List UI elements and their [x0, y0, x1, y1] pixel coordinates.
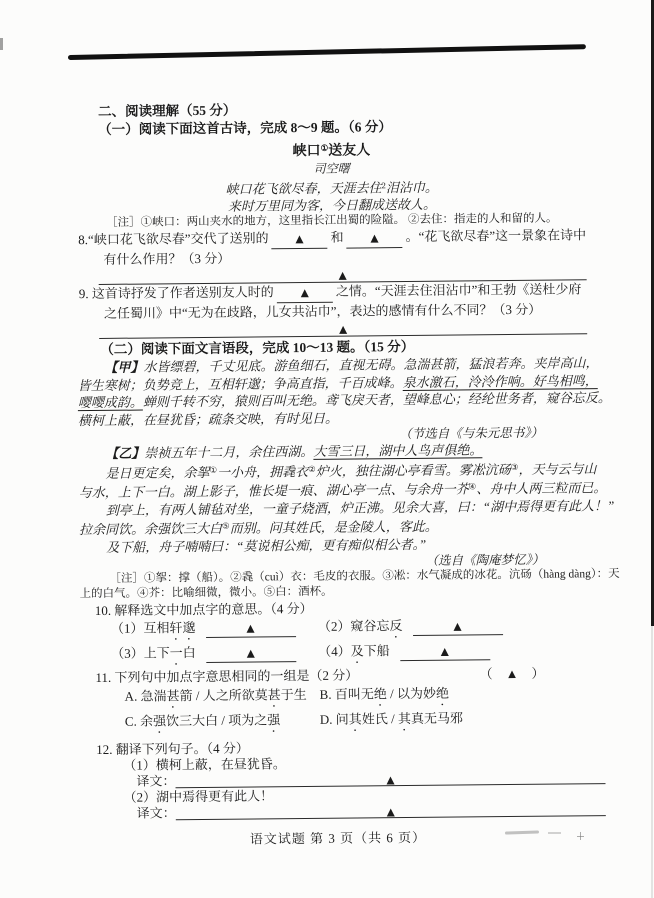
- passage-jia-line-3: 嘤嘤成韵。蝉则千转不穷，猿则百叫无绝。鸢飞戾天者，望峰息心；经纶世务者，窥谷忘反。: [77, 390, 611, 411]
- section-heading: 二、阅读理解（55 分）: [97, 102, 237, 119]
- poem-footnote: ［注］①峡口：两山夹水的地方，这里指长江出蜀的险隘。 ②去住：指走的人和留的人。: [106, 212, 558, 229]
- poem-title: 峡口①送友人: [292, 142, 371, 160]
- passage-yi-line-6: 及下船，舟子喃喃曰：“莫说相公痴，更有痴似相公者。”: [106, 536, 427, 555]
- passage-yi-line-5: 拉余同饮。余强饮三大白⑤而别。问其姓氏，是金陵人，客此。: [78, 518, 438, 538]
- scan-artifact-right-edge-faint: [651, 626, 653, 898]
- question-8-line-2: 有什么作用？（3 分）: [103, 250, 231, 267]
- question-12-heading: 12. 翻译下列句子。（4 分）: [96, 740, 249, 758]
- passage-jia-source: （节选自《与朱元思书》）: [399, 425, 544, 442]
- question-11-answer-bracket: （ ▲ ）: [479, 665, 545, 682]
- question-9-line-1: 9. 这首诗抒发了作者送别友人时的 ▲ 之情。“天涯去住泪沾巾”和王勃《送杜少府: [79, 280, 589, 305]
- answer-triangle: ▲: [386, 774, 395, 787]
- option-b: B. 百叫无绝 / 以为妙绝: [319, 685, 450, 702]
- option-a: A. 急湍甚箭 / 人之所欲莫甚于生: [124, 686, 307, 704]
- option-c: C. 余强饮三大白 / 项为之强: [124, 712, 281, 729]
- passage-jia-line-1: 【甲】水皆缥碧，千丈见底。游鱼细石，直视无碍。急湍甚箭，猛浪若奔。夹岸高山，: [104, 355, 599, 375]
- poem-line-1: 峡口花飞欲尽春，天涯去住$^2$泪沾巾。: [225, 179, 438, 197]
- answer-blank: [205, 617, 295, 638]
- question-10-item-2: [318, 615, 525, 642]
- translation-row-2: [137, 801, 594, 821]
- question-9-line-2: 之任蜀川》中“无为在歧路，儿女共沾巾”，表达的感情有什么不同？（3 分）: [103, 301, 542, 321]
- question-10-item-1: [111, 617, 318, 644]
- question-12-sentence-1: （1）横柯上蔽，在昼犹昏。: [123, 756, 286, 773]
- q10-item-label: （2）窥谷忘反: [317, 618, 403, 634]
- passage-jia-line-2: 皆生寒树；负势竞上，互相轩邈；争高直指，千百成峰。泉水激石，泠泠作响。好鸟相鸣，: [77, 372, 598, 393]
- question-10-item-4: [318, 640, 525, 667]
- answer-triangle: ▲: [339, 323, 348, 336]
- q10-item-label: （3）上下一白: [111, 645, 196, 661]
- passage-footnote-line-2: 上的白气。④芥：比喻细微，微小。⑤白：酒杯。: [79, 585, 333, 601]
- part2-heading: （二）阅读下面文言语段，完成 10～13 题。（15 分）: [100, 338, 415, 357]
- q10-item-label: （1）互相轩邈: [110, 620, 196, 636]
- question-12-sentence-2: （2）湖中焉得更有此人！: [123, 788, 274, 805]
- question-8-line-1: 8.“峡口花飞欲尽春”交代了送别的 ▲ 和 ▲ 。“花飞欲尽春”这一景象在诗中: [78, 226, 588, 251]
- answer-triangle: ▲: [246, 622, 255, 635]
- passage-yi-line-1: 【乙】崇祯五年十二月，余住西湖。大雪三日，湖中人鸟声俱绝。: [105, 442, 483, 461]
- answer-blank: [412, 615, 502, 636]
- passage-footnote-line-1: ［注］①挐：撑（船）。②毳（cuì）衣：毛皮的衣服。③凇：水气凝成的冰花。沆砀（hàng dàng）：天: [109, 567, 620, 585]
- answer-triangle: ▲: [338, 269, 347, 282]
- answer-blank: [400, 640, 490, 661]
- translation-label: 译文：: [136, 805, 176, 821]
- page-content: [74, 0, 620, 849]
- passage-jia-line-4: 横柯上蔽，在昼犹昏；疏条交映，有时见日。: [77, 410, 339, 428]
- poem-author: 司空曙: [313, 161, 350, 176]
- answer-triangle: ▲: [246, 647, 255, 660]
- page-footer: 语文试题 第 3 页（共 6 页）: [249, 829, 427, 847]
- answer-triangle: ▲: [453, 620, 462, 633]
- option-d: D. 问其姓氏 / 其真无马邪: [319, 710, 463, 727]
- answer-triangle: ▲: [440, 645, 449, 658]
- answer-triangle: ▲: [386, 806, 395, 819]
- passage-yi-line-2: 是日更定矣，余挐①一小舟，拥毳衣②炉火，独往湖心亭看雪。雾凇沆砀③，天与云与山: [105, 460, 597, 481]
- translation-label: 译文：: [136, 773, 176, 789]
- question-10-heading: 10. 解释选文中加点字的意思。（4 分）: [94, 600, 313, 619]
- passage-yi-line-4: 到亭上，有两人铺毡对坐，一童子烧酒，炉正沸。见余大喜，曰：“湖中焉得更有此人！”: [105, 497, 615, 518]
- answer-blank: [206, 642, 296, 663]
- question-11-options-row-2: [125, 707, 593, 736]
- part1-heading: （一）阅读下面这首古诗，完成 8～9 题。（6 分）: [98, 119, 392, 137]
- q10-item-label: （4）及下船: [318, 643, 390, 659]
- poem-line-2: 来时万里同为客，今日翻成送故人。: [227, 196, 437, 214]
- passage-yi-line-3: 与水，上下一白。湖上影子，惟长堤一痕、湖心亭一点、与余舟一芥④、舟中人两三粒而已。: [78, 480, 607, 501]
- question-10-item-3: [111, 642, 318, 669]
- question-11-heading: 11. 下列句中加点字意思相同的一组是（2 分）: [95, 667, 359, 686]
- translation-answer-line: [176, 801, 606, 820]
- scan-artifact-left-mark: [0, 38, 3, 50]
- passage-yi-source: （选自《陶庵梦忆》）: [425, 552, 545, 568]
